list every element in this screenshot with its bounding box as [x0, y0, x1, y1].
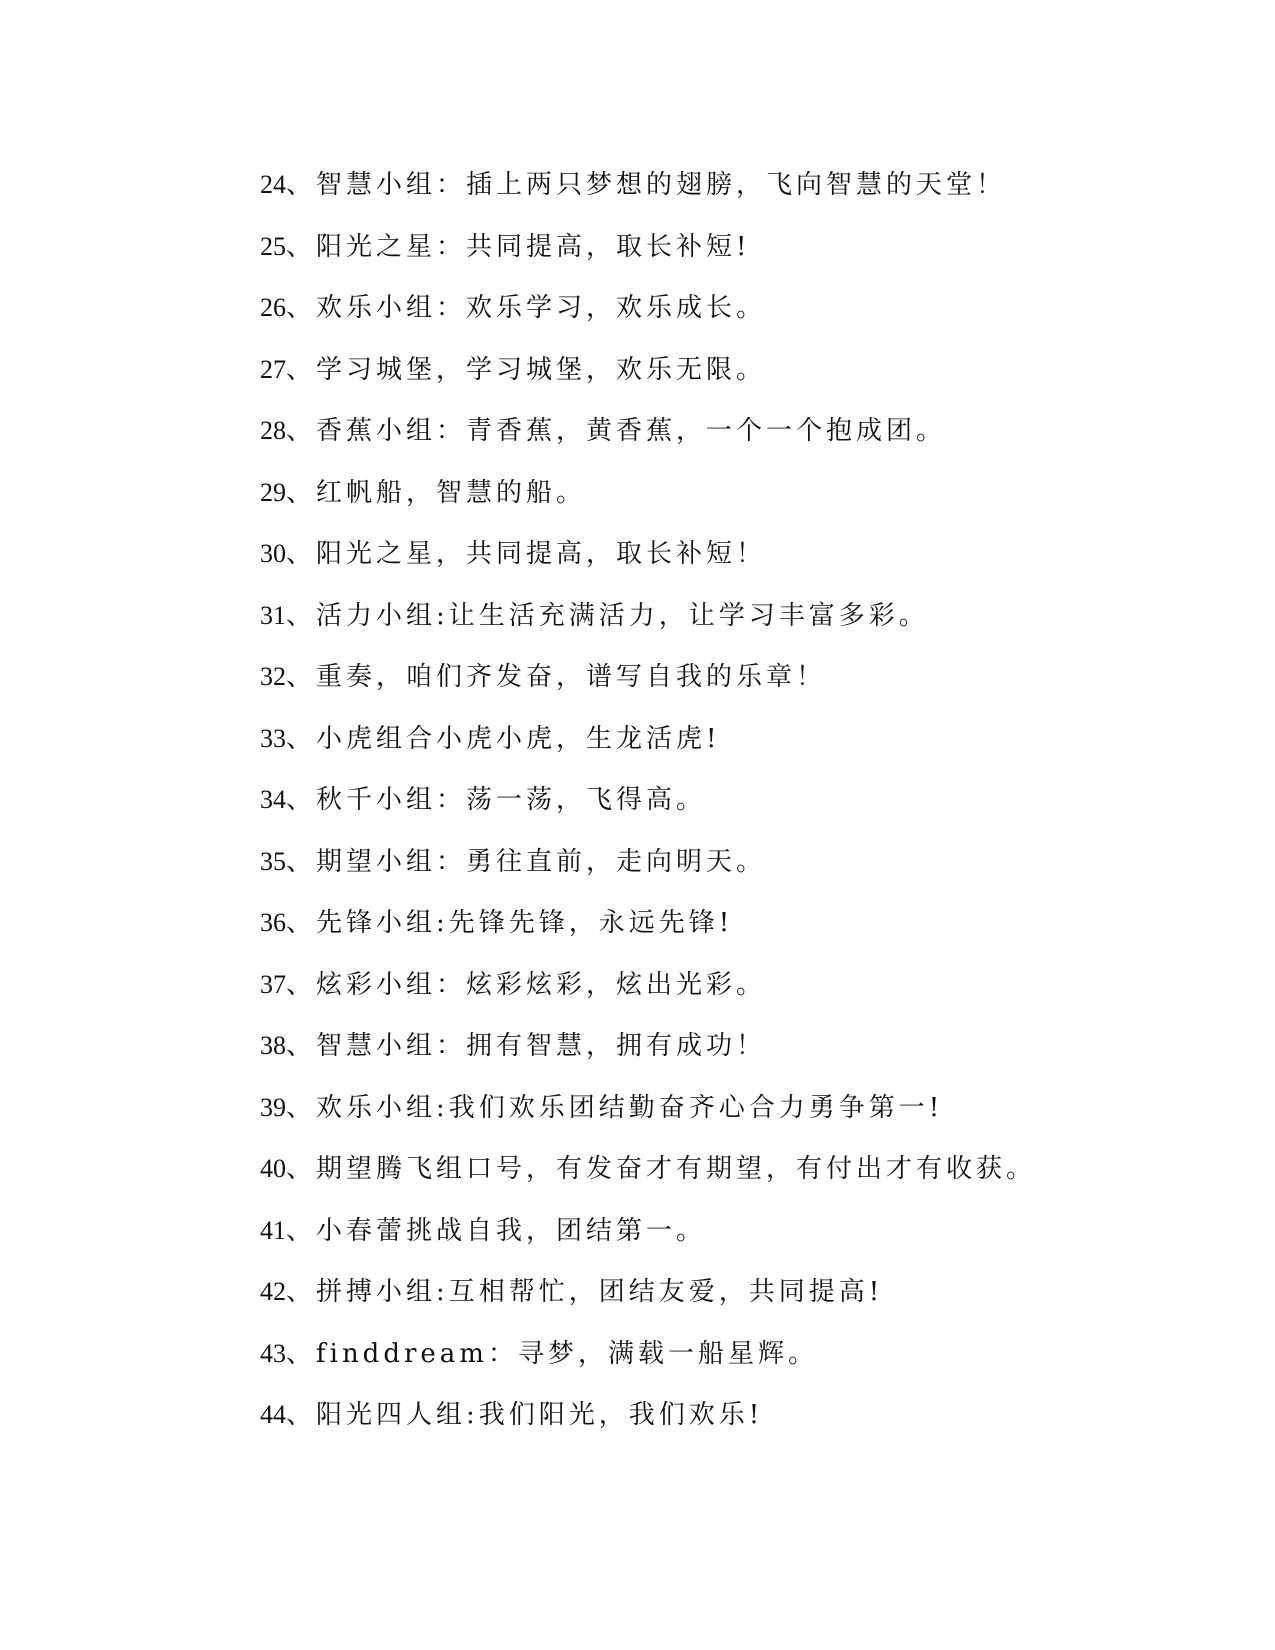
slogan-text: 、智慧小组：插上两只梦想的翅膀，飞向智慧的天堂！ — [286, 170, 1007, 200]
slogan-number: 33 — [260, 723, 286, 753]
slogan-number: 30 — [260, 539, 286, 568]
slogan-line-32 — [260, 658, 1220, 720]
slogan-text: 、小虎组合小虎小虎，生龙活虎! — [286, 723, 721, 754]
slogan-line-36 — [260, 904, 1220, 966]
slogan-line-25 — [260, 228, 1220, 290]
slogan-line-42 — [260, 1273, 1220, 1335]
slogan-text: 、阳光之星，共同提高，取长补短！ — [286, 539, 767, 569]
slogan-number: 38 — [260, 1031, 286, 1060]
slogan-text: 、先锋小组:先锋先锋，永远先锋! — [286, 908, 734, 938]
slogan-text: 、finddream：寻梦，满载一船星辉。 — [286, 1338, 818, 1369]
slogan-line-35 — [260, 843, 1220, 905]
slogan-number: 28 — [260, 416, 286, 445]
slogan-number: 43 — [260, 1338, 286, 1368]
slogan-text: 、炫彩小组：炫彩炫彩，炫出光彩。 — [286, 969, 767, 1000]
slogan-text: 、香蕉小组：青香蕉，黄香蕉，一个一个抱成团。 — [286, 416, 947, 446]
slogan-number: 34 — [260, 785, 286, 814]
slogan-number: 32 — [260, 662, 286, 691]
slogan-line-41 — [260, 1212, 1220, 1274]
slogan-line-26 — [260, 289, 1220, 351]
slogan-text: 、阳光四人组:我们阳光，我们欢乐! — [286, 1400, 764, 1430]
slogan-number: 26 — [260, 293, 286, 322]
slogan-text: 、欢乐小组：欢乐学习，欢乐成长。 — [286, 293, 767, 323]
slogan-number: 27 — [260, 354, 286, 384]
slogan-line-33 — [260, 720, 1220, 782]
slogan-line-27 — [260, 351, 1220, 413]
slogan-number: 35 — [260, 846, 286, 876]
slogan-line-38 — [260, 1027, 1220, 1089]
slogan-line-31 — [260, 597, 1220, 659]
slogan-line-28 — [260, 412, 1220, 474]
slogan-number: 40 — [260, 1154, 286, 1183]
slogan-number: 41 — [260, 1215, 286, 1245]
slogan-text: 、学习城堡，学习城堡，欢乐无限。 — [286, 354, 767, 385]
slogan-line-40 — [260, 1150, 1220, 1212]
slogan-line-24 — [260, 166, 1220, 228]
slogan-text: 、活力小组:让生活充满活力，让学习丰富多彩。 — [286, 600, 929, 631]
slogan-text: 、智慧小组：拥有智慧，拥有成功！ — [286, 1031, 767, 1061]
slogan-text: 、重奏，咱们齐发奋，谱写自我的乐章！ — [286, 662, 827, 692]
slogan-text: 、红帆船，智慧的船。 — [286, 477, 587, 508]
slogan-number: 39 — [260, 1092, 286, 1122]
slogan-number: 29 — [260, 477, 286, 507]
slogan-line-30 — [260, 535, 1220, 597]
slogan-line-34 — [260, 781, 1220, 843]
slogan-line-39 — [260, 1089, 1220, 1151]
slogan-number: 42 — [260, 1277, 286, 1306]
slogan-text: 、欢乐小组:我们欢乐团结勤奋齐心合力勇争第一! — [286, 1092, 944, 1123]
slogan-list — [260, 166, 1220, 1458]
slogan-line-43 — [260, 1335, 1220, 1397]
slogan-line-44 — [260, 1396, 1220, 1458]
slogan-number: 25 — [260, 231, 286, 261]
slogan-text: 、期望小组：勇往直前，走向明天。 — [286, 846, 767, 877]
slogan-number: 44 — [260, 1400, 286, 1429]
slogan-number: 24 — [260, 170, 286, 199]
slogan-text: 、拼搏小组:互相帮忙，团结友爱，共同提高! — [286, 1277, 884, 1307]
slogan-number: 31 — [260, 600, 286, 630]
slogan-line-37 — [260, 966, 1220, 1028]
slogan-number: 36 — [260, 908, 286, 937]
slogan-text: 、期望腾飞组口号，有发奋才有期望，有付出才有收获。 — [286, 1154, 1037, 1184]
slogan-number: 37 — [260, 969, 286, 999]
slogan-text: 、阳光之星：共同提高，取长补短! — [286, 231, 751, 262]
slogan-line-29 — [260, 474, 1220, 536]
slogan-text: 、秋千小组：荡一荡，飞得高。 — [286, 785, 707, 815]
slogan-text: 、小春蕾挑战自我，团结第一。 — [286, 1215, 707, 1246]
